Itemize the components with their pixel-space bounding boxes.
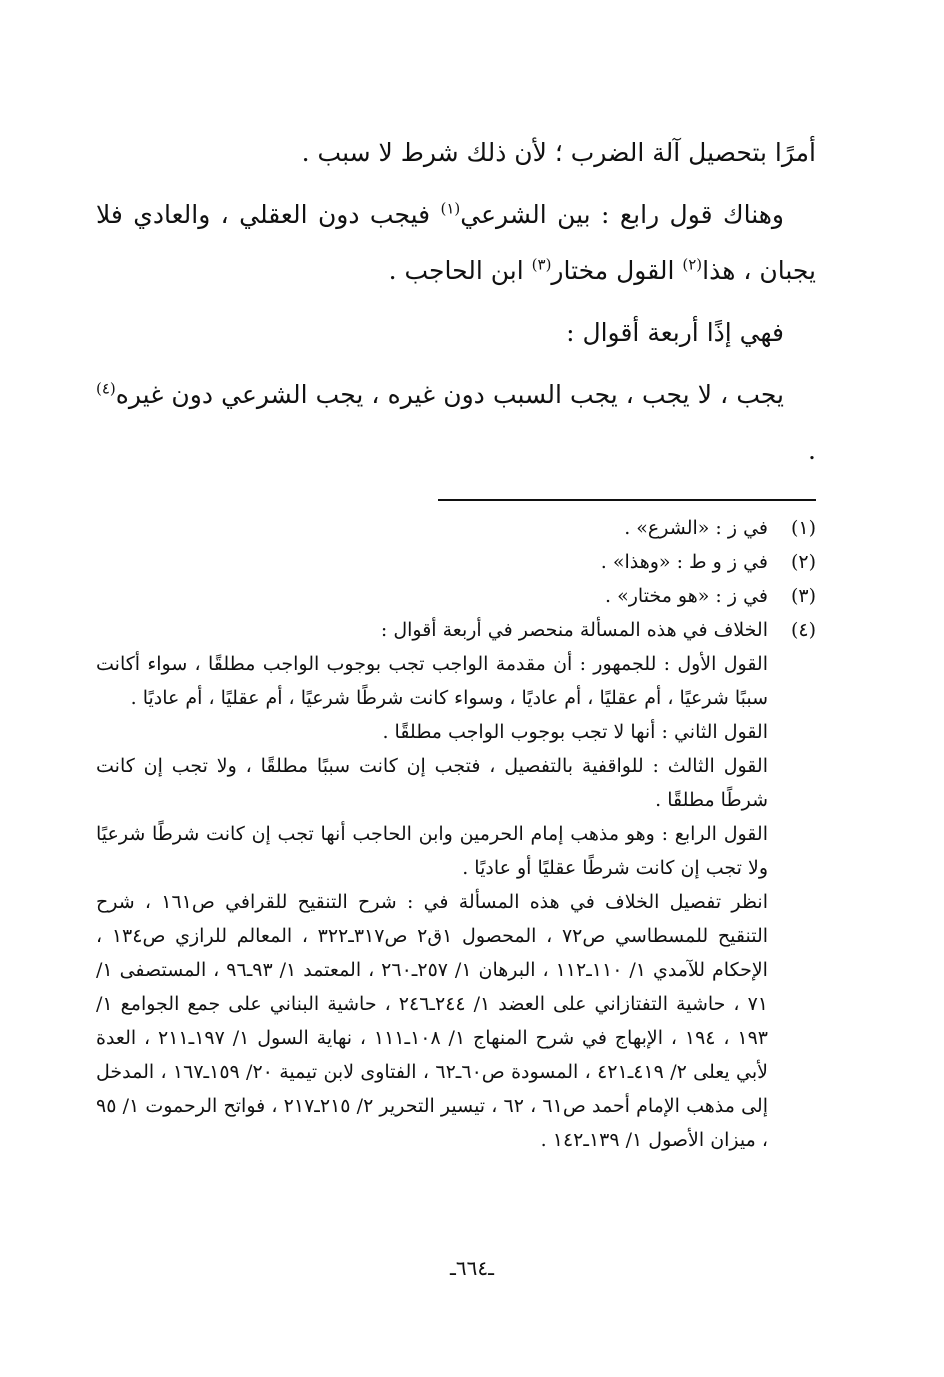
footnote-ref-4[interactable]: (٤) [96, 379, 116, 398]
paragraph-1 [96, 125, 816, 181]
paragraph-2-part-d: ابن الحاجب . [388, 256, 532, 285]
paragraph-3 [96, 305, 816, 361]
footnotes [96, 511, 816, 1157]
footnote-4-paragraph-2: القول الثاني : أنها لا تجب بوجوب الواجب مطلقًا . [382, 721, 768, 743]
footnote-text: في ز : «هو مختار» . [605, 585, 768, 607]
footnote-ref-1[interactable]: (١) [440, 199, 461, 218]
paragraph-2-part-b: فيجب دون العقلي ، والعادي فلا يجبان ، هذا [96, 200, 816, 285]
footnote-4-references: انظر تفصيل الخلاف في هذه المسألة في : شرح التنقيح للقرافي ص١٦١ ، شرح التنقيح للمسطاسي ص٧٢ ، المحصول ١ق٢ ص٣١٧ـ٣٢٢ ، المعالم للرازي ص١٣٤ ، الإحكام للآمدي ١/ ١١٠ـ١١٢ ، البرهان ١/ ٢٥٧ـ٢٦٠ ، المعتمد ١/ ٩٣ـ٩٦ ، المستصفى ١/ ٧١ ، حاشية التفتازاني على العضد ١/ ٢٤٤ـ٢٤٦ ، حاشية البناني على جمع الجوامع ١/ ١٩٣ ، ١٩٤ ، الإبهاج في شرح المنهاج ١/ ١٠٨ـ١١١ ، نهاية السول ١/ ١٩٧ـ٢١١ ، العدة لأبي يعلى ٢/ ٤١٩ـ٤٢١ ، المسودة ص٦٠ـ٦٢ ، الفتاوى لابن تيمية ٢٠/ ١٥٩ـ١٦٧ ، المدخل إلى مذهب الإمام أحمد ص٦١ ، ٦٢ ، تيسير التحرير ٢/ ٢١٥ـ٢١٧ ، فواتح الرحموت ١/ ٩٥ ، ميزان الأصول ١/ ١٣٩ـ١٤٢ . [96, 891, 769, 1151]
main-text [96, 125, 816, 479]
footnote-4-paragraph-4: القول الرابع : وهو مذهب إمام الحرمين وابن الحاجب أنها تجب إن كانت شرطًا شرعيًا ولا تجب إن كانت شرطًا عقليًا أو عاديًا . [96, 823, 768, 879]
page-number: ـ٦٦٤ـ [450, 1256, 494, 1280]
paragraph-4-part-a: يجب ، لا يجب ، يجب السبب دون غيره ، يجب الشرعي دون غيره [115, 380, 784, 409]
footnote-text: الخلاف في هذه المسألة منحصر في أربعة أقوال : [380, 619, 768, 641]
paragraph-2-part-a: وهناك قول رابع : بين الشرعي [460, 200, 784, 229]
footnote-text: في ز و ط : «وهذا» . [600, 551, 768, 573]
footnote-3 [96, 579, 816, 613]
paragraph-4-part-b: . [808, 436, 816, 465]
footnote-4 [96, 613, 816, 647]
paragraph-2-part-c: القول مختار [551, 256, 683, 285]
footnote-4-paragraph-1: القول الأول : للجمهور : أن مقدمة الواجب تجب بوجوب الواجب مطلقًا ، سواء أكانت سببًا شرعيًا ، أم عقليًا ، أم عاديًا ، وسواء كانت شرطًا شرعيًا ، أم عقليًا ، أم عاديًا . [96, 653, 768, 709]
paragraph-2 [96, 187, 816, 299]
footnote-separator [438, 499, 816, 501]
footnote-number: (١) [790, 517, 816, 539]
footnote-4-paragraph-3: القول الثالث : للواقفية بالتفصيل ، فتجب إن كانت سببًا مطلقًا ، ولا تجب إن كانت شرطًا مطلقًا . [96, 755, 768, 811]
paragraph-4 [96, 367, 816, 479]
paragraph-1-text: أمرًا بتحصيل آلة الضرب ؛ لأن ذلك شرط لا سبب . [301, 138, 816, 167]
footnote-ref-3[interactable]: (٣) [531, 255, 552, 274]
footnote-number: (٢) [790, 551, 816, 573]
paragraph-3-text: فهي إذًا أربعة أقوال : [566, 318, 784, 347]
footnote-text: في ز : «الشرع» . [624, 517, 768, 539]
footnote-2 [96, 545, 816, 579]
footnote-number: (٣) [790, 585, 816, 607]
footnote-1 [96, 511, 816, 545]
page-body [96, 125, 816, 1157]
footnote-number: (٤) [790, 619, 816, 641]
footnote-ref-2[interactable]: (٢) [682, 255, 703, 274]
